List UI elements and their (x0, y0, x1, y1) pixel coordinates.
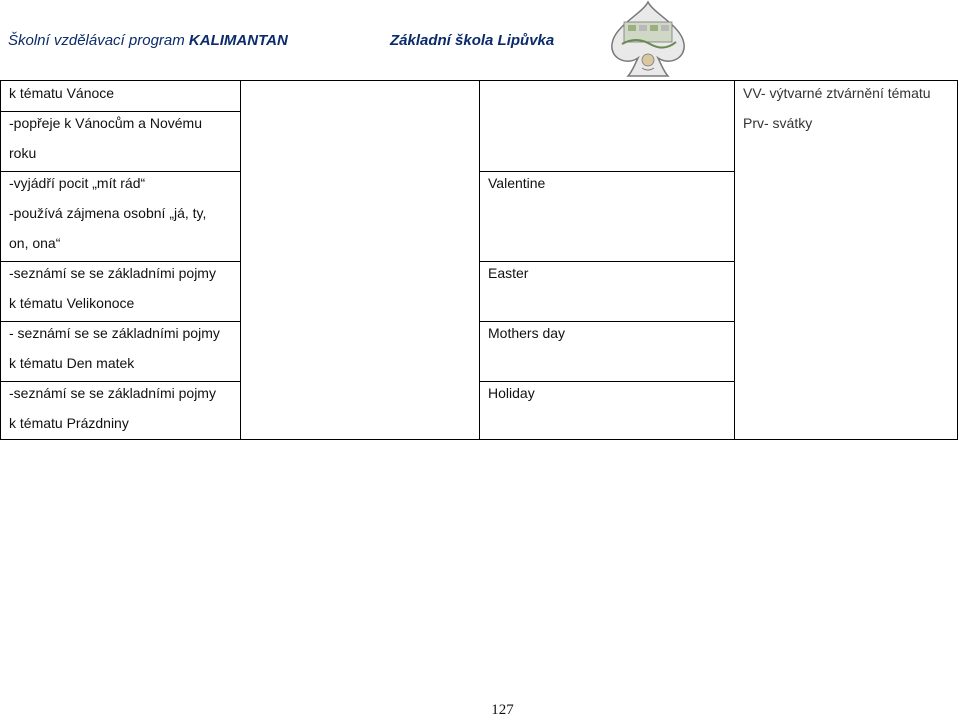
table-column-cross-curricular (735, 81, 959, 439)
outcome-text: k tématu Velikonoce (9, 295, 135, 311)
topic-valentine: Valentine (488, 175, 546, 191)
row-divider (1, 381, 240, 382)
topic-mothers-day: Mothers day (488, 325, 566, 341)
row-divider (480, 321, 734, 322)
outcome-text: -používá zájmena osobní „já, ty, (9, 205, 207, 221)
school-logo (606, 0, 690, 78)
row-divider (1, 111, 240, 112)
outcome-text: on, ona“ (9, 235, 61, 251)
program-name: KALIMANTAN (188, 32, 288, 49)
outcome-text: k tématu Den matek (9, 355, 135, 371)
cross-curricular-text: VV- výtvarné ztvárnění tématu (743, 85, 931, 101)
row-divider (1, 171, 240, 172)
row-divider (480, 261, 734, 262)
program-prefix: Školní vzdělávací program (8, 32, 189, 49)
outcome-text: -vyjádří pocit „mít rád“ (9, 175, 146, 191)
row-divider (480, 171, 734, 172)
outcome-text: -seznámí se se základními pojmy (9, 385, 216, 401)
cross-curricular-text: Prv- svátky (743, 115, 813, 131)
topic-easter: Easter (488, 265, 529, 281)
table-column-topics (480, 81, 735, 439)
outcome-text: -seznámí se se základními pojmy (9, 265, 216, 281)
row-divider (1, 261, 240, 262)
outcome-text: k tématu Prázdniny (9, 415, 129, 431)
curriculum-table (0, 80, 958, 440)
row-divider (480, 381, 734, 382)
page-number: 127 (491, 702, 514, 718)
outcome-text: roku (9, 145, 37, 161)
school-name: Základní škola Lipůvka (390, 32, 555, 49)
outcome-text: -popřeje k Vánocům a Novému (9, 115, 202, 131)
outcome-text: - seznámí se se základními pojmy (9, 325, 220, 341)
program-title (8, 32, 288, 49)
row-divider (1, 321, 240, 322)
page-header (0, 0, 960, 80)
table-column-empty (241, 81, 480, 439)
outcome-text: k tématu Vánoce (9, 85, 115, 101)
table-column-outcomes (1, 81, 241, 439)
topic-holiday: Holiday (488, 385, 535, 401)
